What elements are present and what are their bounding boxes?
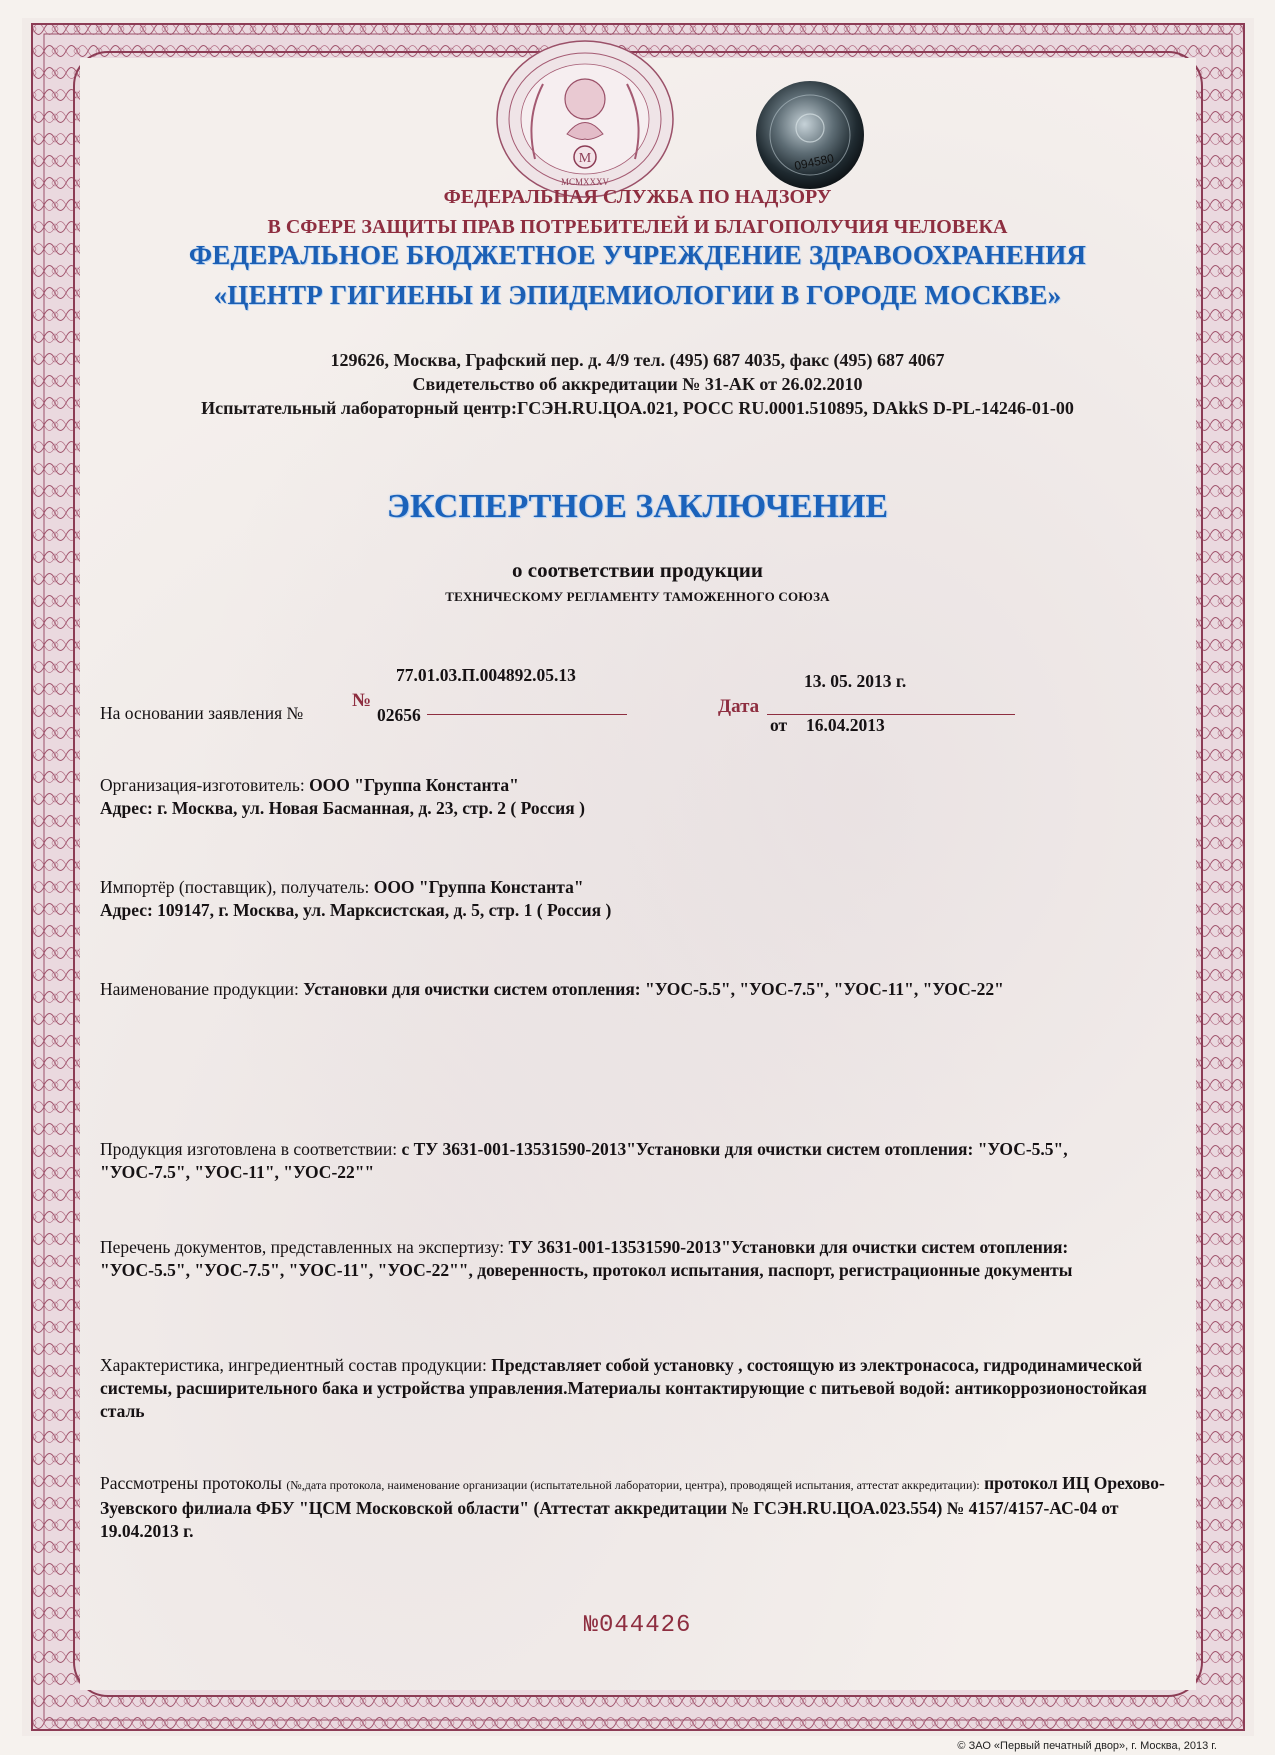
- document-subtitle: о соответствии продукции: [512, 558, 763, 582]
- manufacturer-label: Организация-изготовитель:: [100, 775, 305, 795]
- product-label: Наименование продукции:: [100, 979, 299, 999]
- characteristics-block: [100, 1354, 1160, 1423]
- header-institution-line2: «ЦЕНТР ГИГИЕНЫ И ЭПИДЕМИОЛОГИИ В ГОРОДЕ МОСКВЕ»: [213, 280, 1062, 310]
- document-subtitle-regulation: ТЕХНИЧЕСКОМУ РЕГЛАМЕНТУ ТАМОЖЕННОГО СОЮЗА: [445, 589, 830, 604]
- manufacturer-block: [100, 774, 1160, 820]
- importer-name: ООО "Группа Константа": [373, 877, 584, 897]
- characteristics-label: Характеристика, ингредиентный состав продукции:: [100, 1355, 487, 1375]
- hologram-sticker: [755, 80, 865, 190]
- header-accreditation: Свидетельство об аккредитации № 31-АК от 26.02.2010: [412, 374, 863, 394]
- documents-block: [100, 1236, 1160, 1282]
- printer-copyright: © ЗАО «Первый печатный двор», г. Москва, 2013 г.: [957, 1740, 1217, 1752]
- svg-text:M: M: [578, 151, 592, 166]
- form-serial-number: №044426: [583, 1612, 692, 1639]
- importer-label: Импортёр (поставщик), получатель:: [100, 877, 370, 897]
- characteristics-value: Представляет собой установку , состоящую из электронасоса, гидродинамической системы, расширительного бака и устройства управления.Материалы контактирующие с питьевой водой: антикоррозионостойкая сталь: [100, 1355, 1147, 1421]
- product-name: Установки для очистки систем отопления: "УОС-5.5", "УОС-7.5", "УОС-11", "УОС-22": [303, 979, 1004, 999]
- conclusion-number: 77.01.03.П.004892.05.13: [396, 665, 576, 685]
- manufactured-per-label: Продукция изготовлена в соответствии:: [100, 1139, 398, 1159]
- svg-text:094580: 094580: [793, 151, 836, 174]
- protocols-label: Рассмотрены протоколы: [100, 1473, 282, 1493]
- date-label: Дата: [718, 696, 760, 717]
- header-agency-line2: В СФЕРЕ ЗАЩИТЫ ПРАВ ПОТРЕБИТЕЛЕЙ И БЛАГОПОЛУЧИЯ ЧЕЛОВЕКА: [267, 216, 1008, 238]
- from-label: от: [770, 715, 788, 735]
- date-underline: [767, 714, 1015, 715]
- application-basis-label: На основании заявления №: [100, 703, 304, 723]
- protocols-note: (№,дата протокола, наименование организации (испытательной лаборатории, центра), проводящей испытания, аттестат аккредитации):: [286, 1478, 980, 1492]
- conclusion-date: 13. 05. 2013 г.: [804, 671, 907, 691]
- header-address: 129626, Москва, Графский пер. д. 4/9 тел. (495) 687 4035, факс (495) 687 4067: [330, 350, 945, 370]
- product-block: [100, 978, 1166, 1001]
- manufactured-per-block: [100, 1138, 1160, 1184]
- manufacturer-name: ООО "Группа Константа": [309, 775, 519, 795]
- number-mark: №: [352, 690, 372, 711]
- header-agency-line1: ФЕДЕРАЛЬНАЯ СЛУЖБА ПО НАДЗОРУ: [443, 186, 832, 208]
- documents-label: Перечень документов, представленных на экспертизу:: [100, 1237, 505, 1257]
- document-title: ЭКСПЕРТНОЕ ЗАКЛЮЧЕНИЕ: [386, 488, 889, 525]
- application-number: 02656: [377, 705, 421, 725]
- protocols-block: [100, 1472, 1166, 1543]
- manufactured-per-value: с ТУ 3631-001-13531590-2013"Установки для очистки систем отопления: "УОС-5.5", "УОС-7.5", "УОС-11", "УОС-22"": [100, 1139, 1068, 1182]
- header-lab-center: Испытательный лабораторный центр:ГСЭН.RU.ЦОА.021, РОСС RU.0001.510895, DAkkS D-PL-14246-01-00: [201, 398, 1074, 418]
- application-date: 16.04.2013: [806, 715, 885, 735]
- importer-address: Адрес: 109147, г. Москва, ул. Марксистская, д. 5, стр. 1 ( Россия ): [100, 900, 612, 920]
- application-number-underline: [427, 714, 627, 715]
- documents-value: ТУ 3631-001-13531590-2013"Установки для очистки систем отопления: "УОС-5.5", "УОС-7.5", "УОС-11", "УОС-22"", доверенность, протокол испытания, паспорт, регистрационные документы: [100, 1237, 1073, 1280]
- manufacturer-address: Адрес: г. Москва, ул. Новая Басманная, д. 23, стр. 2 ( Россия ): [100, 798, 585, 818]
- importer-block: [100, 876, 1160, 922]
- svg-text:MCMXXXV: MCMXXXV: [560, 177, 610, 187]
- rospotrebnadzor-seal: [495, 39, 675, 199]
- header-institution-line1: ФЕДЕРАЛЬНОЕ БЮДЖЕТНОЕ УЧРЕЖДЕНИЕ ЗДРАВООХРАНЕНИЯ: [188, 240, 1087, 270]
- protocols-value: протокол ИЦ Орехово-Зуевского филиала ФБУ "ЦСМ Московской области" (Аттестат аккредитации № ГСЭН.RU.ЦОА.023.554) № 4157/4157-АС-04 от 19.04.2013 г.: [100, 1473, 1165, 1541]
